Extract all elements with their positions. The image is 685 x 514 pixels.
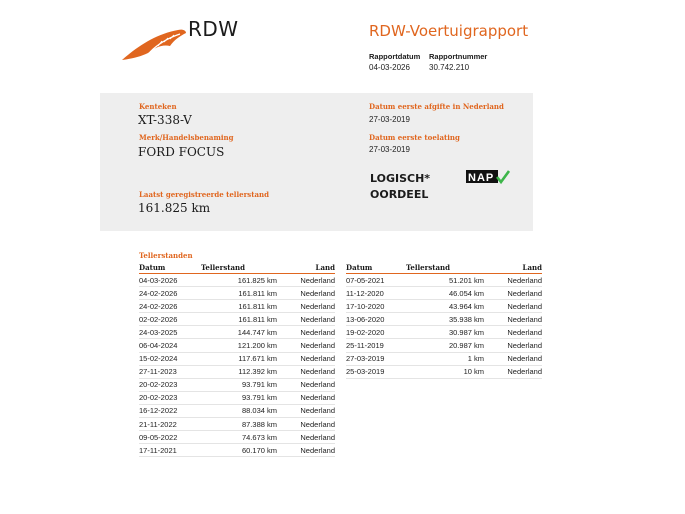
cell-tellerstand: 87.388 km — [201, 418, 277, 431]
cell-land: Nederland — [277, 287, 335, 300]
cell-tellerstand: 60.170 km — [201, 444, 277, 457]
rapportdatum-value: 04-03-2026 — [369, 63, 410, 72]
cell-tellerstand: 117.671 km — [201, 352, 277, 365]
cell-datum: 15-02-2024 — [139, 352, 201, 365]
cell-land: Nederland — [484, 326, 542, 339]
table-header-row — [346, 262, 542, 274]
cell-datum: 17-10-2020 — [346, 300, 406, 313]
vehicle-info-panel — [100, 93, 533, 231]
col-land-header: Land — [484, 262, 542, 274]
cell-tellerstand: 93.791 km — [201, 391, 277, 404]
cell-tellerstand: 112.392 km — [201, 365, 277, 378]
nap-checkmark-icon — [497, 171, 509, 182]
eerste-afgifte-label: Datum eerste afgifte in Nederland — [369, 102, 504, 111]
cell-datum: 07-05-2021 — [346, 274, 406, 287]
cell-land: Nederland — [277, 404, 335, 417]
cell-land: Nederland — [277, 339, 335, 352]
table-row — [139, 444, 335, 457]
table-row — [346, 339, 542, 352]
cell-land: Nederland — [277, 444, 335, 457]
cell-land: Nederland — [277, 300, 335, 313]
cell-tellerstand: 74.673 km — [201, 431, 277, 444]
table-row — [139, 326, 335, 339]
eerste-toelating-label: Datum eerste toelating — [369, 133, 460, 142]
table-row — [139, 365, 335, 378]
cell-tellerstand: 51.201 km — [406, 274, 484, 287]
cell-land: Nederland — [484, 300, 542, 313]
cell-datum: 11-12-2020 — [346, 287, 406, 300]
table-row — [139, 378, 335, 391]
cell-tellerstand: 88.034 km — [201, 404, 277, 417]
tellerstand-value: 161.825 km — [138, 201, 211, 215]
tellerstanden-table-right — [346, 262, 542, 379]
cell-datum: 13-06-2020 — [346, 313, 406, 326]
cell-land: Nederland — [277, 391, 335, 404]
cell-datum: 04-03-2026 — [139, 274, 201, 287]
cell-datum: 20-02-2023 — [139, 378, 201, 391]
cell-datum: 24-02-2026 — [139, 300, 201, 313]
cell-land: Nederland — [484, 339, 542, 352]
table-header-row — [139, 262, 335, 274]
cell-land: Nederland — [277, 431, 335, 444]
rdw-feather-logo-icon — [120, 20, 190, 62]
cell-datum: 06-04-2024 — [139, 339, 201, 352]
nap-logo — [466, 169, 510, 185]
eerste-afgifte-value: 27-03-2019 — [369, 115, 410, 124]
cell-tellerstand: 20.987 km — [406, 339, 484, 352]
oordeel-line1: LOGISCH* — [370, 172, 431, 185]
tellerstanden-label: Tellerstanden — [139, 251, 193, 260]
cell-land: Nederland — [484, 274, 542, 287]
table-row — [346, 326, 542, 339]
tellerstanden-table-left — [139, 262, 335, 457]
table-row — [139, 418, 335, 431]
table-row — [139, 274, 335, 287]
table-row — [346, 365, 542, 378]
cell-tellerstand: 43.964 km — [406, 300, 484, 313]
rapportdatum-label: Rapportdatum — [369, 52, 421, 61]
table-row — [139, 431, 335, 444]
cell-datum: 20-02-2023 — [139, 391, 201, 404]
cell-tellerstand: 121.200 km — [201, 339, 277, 352]
cell-datum: 02-02-2026 — [139, 313, 201, 326]
table-row — [139, 391, 335, 404]
col-tellerstand-header: Tellerstand — [406, 262, 484, 274]
nap-text: NAP — [468, 172, 495, 184]
cell-land: Nederland — [277, 326, 335, 339]
cell-datum: 27-03-2019 — [346, 352, 406, 365]
oordeel-text — [370, 171, 430, 203]
tellerstand-label: Laatst geregistreerde tellerstand — [139, 190, 269, 199]
cell-datum: 16-12-2022 — [139, 404, 201, 417]
cell-datum: 19-02-2020 — [346, 326, 406, 339]
cell-tellerstand: 30.987 km — [406, 326, 484, 339]
table-row — [139, 300, 335, 313]
cell-land: Nederland — [277, 274, 335, 287]
table-row — [346, 274, 542, 287]
eerste-toelating-value: 27-03-2019 — [369, 145, 410, 154]
cell-land: Nederland — [277, 313, 335, 326]
cell-tellerstand: 161.811 km — [201, 287, 277, 300]
cell-datum: 27-11-2023 — [139, 365, 201, 378]
table-row — [346, 313, 542, 326]
brand-name: RDW — [188, 17, 239, 41]
cell-datum: 21-11-2022 — [139, 418, 201, 431]
rapportnummer-label: Rapportnummer — [429, 52, 488, 61]
col-land-header: Land — [277, 262, 335, 274]
merk-value: FORD FOCUS — [138, 145, 225, 159]
table-row — [346, 300, 542, 313]
table-row — [346, 352, 542, 365]
cell-datum: 24-02-2026 — [139, 287, 201, 300]
table-row — [139, 287, 335, 300]
cell-land: Nederland — [484, 352, 542, 365]
kenteken-label: Kenteken — [139, 102, 177, 111]
cell-land: Nederland — [277, 352, 335, 365]
cell-tellerstand: 93.791 km — [201, 378, 277, 391]
oordeel-line2: OORDEEL — [370, 188, 429, 201]
cell-datum: 09-05-2022 — [139, 431, 201, 444]
cell-datum: 25-03-2019 — [346, 365, 406, 378]
cell-land: Nederland — [484, 365, 542, 378]
cell-datum: 17-11-2021 — [139, 444, 201, 457]
cell-datum: 24-03-2025 — [139, 326, 201, 339]
table-row — [139, 313, 335, 326]
cell-land: Nederland — [277, 365, 335, 378]
cell-tellerstand: 161.825 km — [201, 274, 277, 287]
report-title: RDW-Voertuigrapport — [369, 22, 529, 40]
merk-label: Merk/Handelsbenaming — [139, 133, 234, 142]
cell-land: Nederland — [484, 287, 542, 300]
cell-datum: 25-11-2019 — [346, 339, 406, 352]
table-row — [139, 404, 335, 417]
cell-tellerstand: 35.938 km — [406, 313, 484, 326]
cell-tellerstand: 144.747 km — [201, 326, 277, 339]
col-datum-header: Datum — [139, 262, 201, 274]
kenteken-value: XT-338-V — [138, 113, 192, 127]
table-row — [139, 339, 335, 352]
cell-land: Nederland — [277, 378, 335, 391]
rapportnummer-value: 30.742.210 — [429, 63, 470, 72]
cell-tellerstand: 161.811 km — [201, 313, 277, 326]
col-tellerstand-header: Tellerstand — [201, 262, 277, 274]
cell-tellerstand: 161.811 km — [201, 300, 277, 313]
cell-tellerstand: 46.054 km — [406, 287, 484, 300]
cell-tellerstand: 1 km — [406, 352, 484, 365]
table-row — [346, 287, 542, 300]
table-row — [139, 352, 335, 365]
cell-land: Nederland — [277, 418, 335, 431]
col-datum-header: Datum — [346, 262, 406, 274]
cell-land: Nederland — [484, 313, 542, 326]
cell-tellerstand: 10 km — [406, 365, 484, 378]
